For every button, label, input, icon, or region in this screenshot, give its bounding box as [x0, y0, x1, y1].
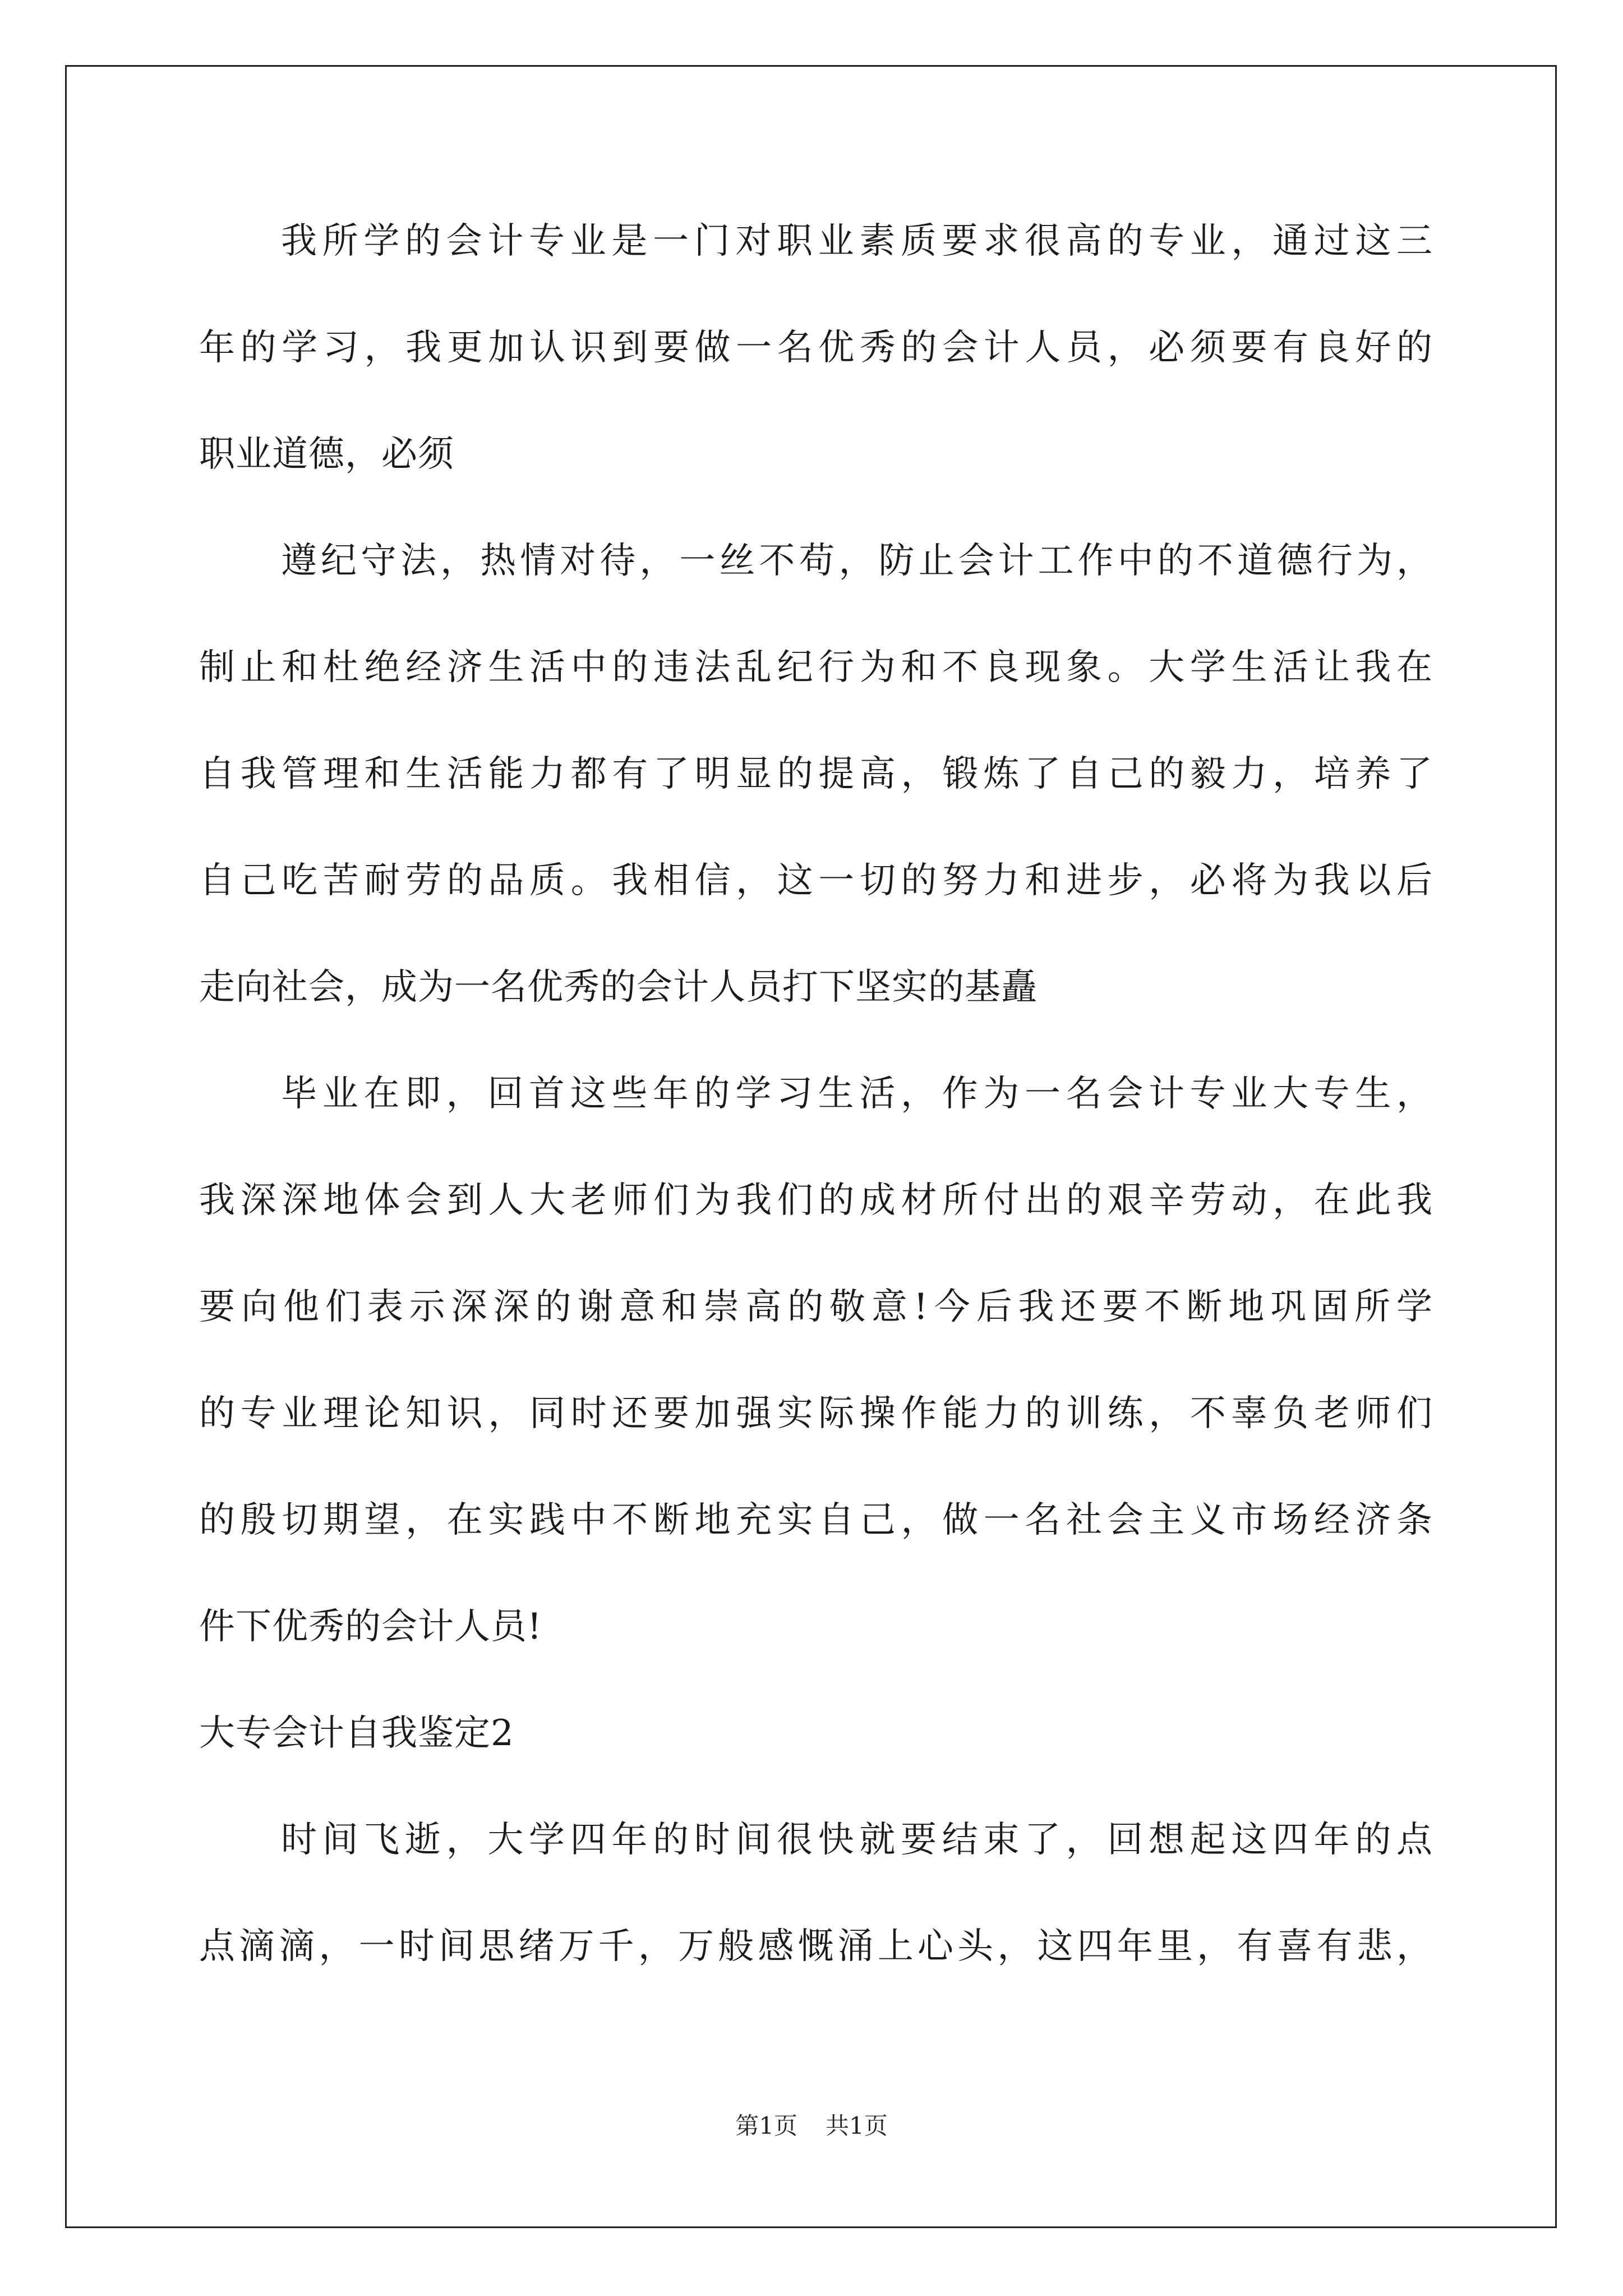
paragraph-line: 点滴滴，一时间思绪万千，万般感慨涌上心头，这四年里，有喜有悲，: [199, 1926, 1433, 1967]
paragraph-line: 遵纪守法，热情对待，一丝不苟，防止会计工作中的不道德行为，: [281, 540, 1433, 582]
paragraph-line: 件下优秀的会计人员!: [199, 1606, 542, 1648]
page-footer: [0, 2109, 1623, 2143]
page-total: 共1页: [826, 2112, 888, 2139]
paragraph-line: 自己吃苦耐劳的品质。我相信，这一切的努力和进步，必将为我以后: [199, 860, 1433, 901]
paragraph-line: 职业道德，必须: [199, 434, 454, 475]
paragraph-line: 自我管理和生活能力都有了明显的提高，锻炼了自己的毅力，培养了: [199, 753, 1433, 795]
paragraph-line: 毕业在即，回首这些年的学习生活，作为一名会计专业大专生，: [281, 1073, 1433, 1115]
paragraph-line: 年的学习，我更加认识到要做一名优秀的会计人员，必须要有良好的: [199, 327, 1433, 369]
paragraph-line: 时间飞逝，大学四年的时间很快就要结束了，回想起这四年的点: [281, 1819, 1433, 1861]
paragraph-line: 我所学的会计专业是一门对职业素质要求很高的专业，通过这三: [281, 220, 1433, 262]
paragraph-line: 的殷切期望，在实践中不断地充实自己，做一名社会主义市场经济条: [199, 1499, 1433, 1541]
paragraph-line: 制止和杜绝经济生活中的违法乱纪行为和不良现象。大学生活让我在: [199, 647, 1433, 688]
page-number: 第1页: [735, 2112, 797, 2139]
paragraph-line: 走向社会，成为一名优秀的会计人员打下坚实的基矗: [199, 967, 1038, 1008]
section-heading: 大专会计自我鉴定2: [199, 1713, 514, 1754]
page-border: [65, 65, 1557, 2228]
paragraph-line: 要向他们表示深深的谢意和崇高的敬意!今后我还要不断地巩固所学: [199, 1286, 1433, 1328]
paragraph-line: 我深深地体会到人大老师们为我们的成材所付出的艰辛劳动，在此我: [199, 1180, 1433, 1221]
paragraph-line: 的专业理论知识，同时还要加强实际操作能力的训练，不辜负老师们: [199, 1393, 1433, 1434]
